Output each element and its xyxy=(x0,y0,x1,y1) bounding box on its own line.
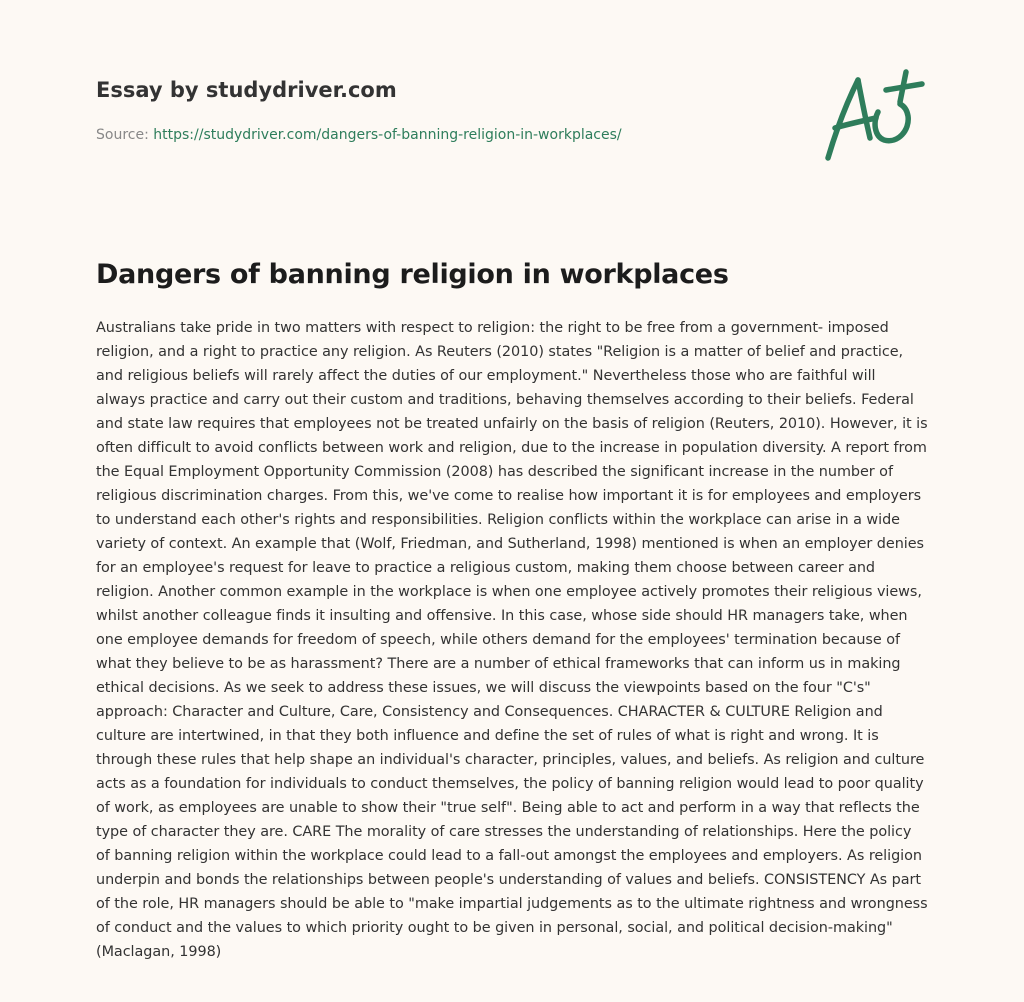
essay-title: Dangers of banning religion in workplaces xyxy=(96,259,729,290)
site-brand: Essay by studydriver.com xyxy=(96,78,397,102)
source-line xyxy=(96,125,796,145)
essay-body: Australians take pride in two matters with respect to religion: the right to be free from a government- imposed religion, and a right to practice any religion. As Reuters (2010) states "Religion is a matter of belief and practice, and religious beliefs will rarely affect the duties of our employment." Nevertheless those who are faithful will always practice and carry out their custom and traditions, behaving themselves according to their beliefs. Federal and state law requires that employees not be treated unfairly on the basis of religion (Reuters, 2010). However, it is often difficult to avoid conflicts between work and religion, due to the increase in population diversity. A report from the Equal Employment Opportunity Commission (2008) has described the significant increase in the number of religious discrimination charges. From this, we've come to realise how important it is for employees and employers to understand each other's rights and responsibilities. Religion conflicts within the workplace can arise in a wide variety of context. An example that (Wolf, Friedman, and Sutherland, 1998) mentioned is when an employer denies for an employee's request for leave to practice a religious custom, making them choose between career and religion. Another common example in the workplace is when one employee actively promotes their religious views, whilst another colleague finds it insulting and offensive. In this case, whose side should HR managers take, when one employee demands for freedom of speech, while others demand for the employees' termination because of what they believe to be as harassment? There are a number of ethical frameworks that can inform us in making ethical decisions. As we seek to address these issues, we will discuss the viewpoints based on the four "C's" approach: Character and Culture, Care, Consistency and Consequences. CHARACTER & CULTURE Religion and culture are intertwined, in that they both influence and define the set of rules of what is right and wrong. It is through these rules that help shape an individual's character, principles, values, and beliefs. As religion and culture acts as a foundation for individuals to conduct themselves, the policy of banning religion would lead to poor quality of work, as employees are unable to show their "true self". Being able to act and perform in a way that reflects the type of character they are. CARE The morality of care stresses the understanding of relationships. Here the policy of banning religion within the workplace could lead to a fall-out amongst the employees and employers. As religion underpin and bonds the relationships between people's understanding of values and beliefs. CONSISTENCY As part of the role, HR managers should be able to "make impartial judgements as to the ultimate rightness and wrongness of conduct and the values to which priority ought to be given in personal, social, and political decision-making" (Maclagan, 1998) xyxy=(96,320,928,960)
a-plus-logo-icon xyxy=(818,66,928,166)
source-label: Source: xyxy=(96,127,149,143)
source-link[interactable]: https://studydriver.com/dangers-of-banning-religion-in-workplaces/ xyxy=(153,127,622,143)
essay-header xyxy=(96,74,796,145)
